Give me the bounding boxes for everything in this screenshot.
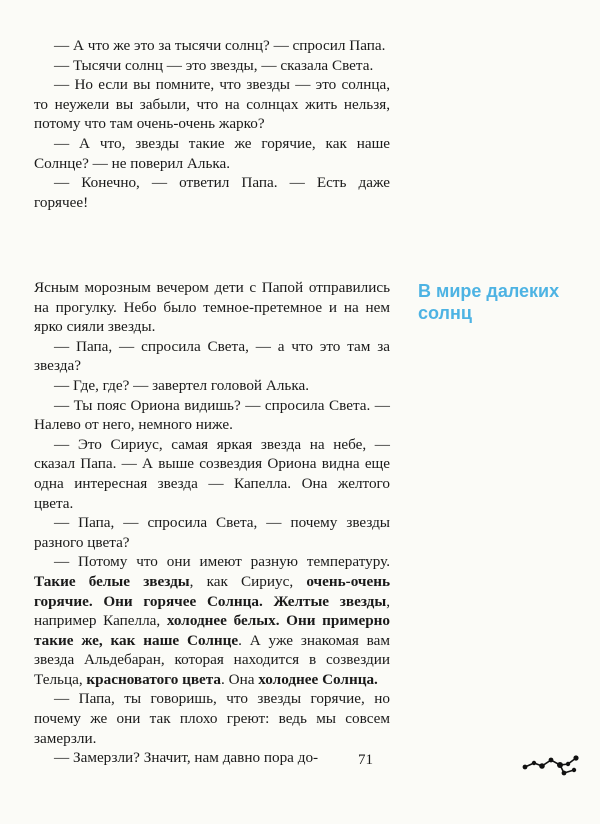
story-section bbox=[34, 278, 390, 768]
paragraph: — Замерзли? Значит, нам давно пора до- bbox=[54, 749, 319, 767]
bold-text: красноватого цвета bbox=[86, 670, 222, 688]
paragraph: — Ты пояс Ориона видишь? — спросила Света. — Налево от него, немного ниже. bbox=[34, 396, 390, 434]
paragraph: — Где, где? — завертел головой Алька. bbox=[54, 376, 310, 394]
paragraph: — Папа, — спросила Света, — почему звезды разного цвета? bbox=[34, 514, 390, 551]
text-run: — Потому что они имеют разную температуру. bbox=[54, 553, 390, 571]
paragraph: — А что, звезды такие же горячие, как наше Солнце? — не поверил Алька. bbox=[34, 134, 390, 172]
paragraph-star-colors bbox=[34, 552, 390, 689]
dialogue-section-top bbox=[34, 36, 390, 212]
text-run: , например Капелла, bbox=[34, 592, 390, 630]
text-run: , как Сириус, bbox=[189, 572, 307, 590]
bold-text: холоднее белых. Они примерно такие же, как наше Солнце bbox=[34, 612, 391, 649]
text-run: . А уже знакомая вам звезда Альдебаран, которая находится в созвездии Тельца, bbox=[34, 631, 391, 688]
paragraph: — Конечно, — ответил Папа. — Есть даже горячее! bbox=[34, 174, 390, 211]
section-title: В мире далеких солнц bbox=[418, 281, 560, 323]
bold-text: Такие белые звезды bbox=[34, 572, 190, 590]
text-run: . Она bbox=[221, 670, 259, 688]
paragraph: — Папа, ты говоришь, что звезды горячие, но почему же они так плохо греют: ведь мы совсем замерзли. bbox=[34, 690, 390, 747]
bold-text: холоднее Солнца. bbox=[258, 670, 378, 688]
paragraph: Ясным морозным вечером дети с Папой отправились на прогулку. Небо было темное-претемное и на нем ярко сияли звезды. bbox=[34, 279, 390, 336]
bold-text: очень-очень горячие. Они горячее Солнца. Желтые звезды bbox=[34, 572, 390, 610]
page-number: 71 bbox=[358, 752, 373, 768]
paragraph: — Это Сириус, самая яркая звезда на небе, — сказал Папа. — А выше созвездия Ориона видна еще одна интересная звезда — Капелла. Она желтого цвета. bbox=[34, 435, 390, 512]
paragraph: — Папа, — спросила Света, — а что это там за звезда? bbox=[34, 337, 390, 375]
paragraph: — Но если вы помните, что звезды — это солнца, то неужели вы забыли, что на солнцах жить нельзя, потому что там очень-очень жарко? bbox=[34, 76, 390, 133]
paragraph: — Тысячи солнц — это звезды, — сказала Света. bbox=[54, 56, 374, 74]
constellation-icon bbox=[522, 752, 580, 776]
paragraph: — А что же это за тысячи солнц? — спросил Папа. bbox=[54, 37, 386, 54]
